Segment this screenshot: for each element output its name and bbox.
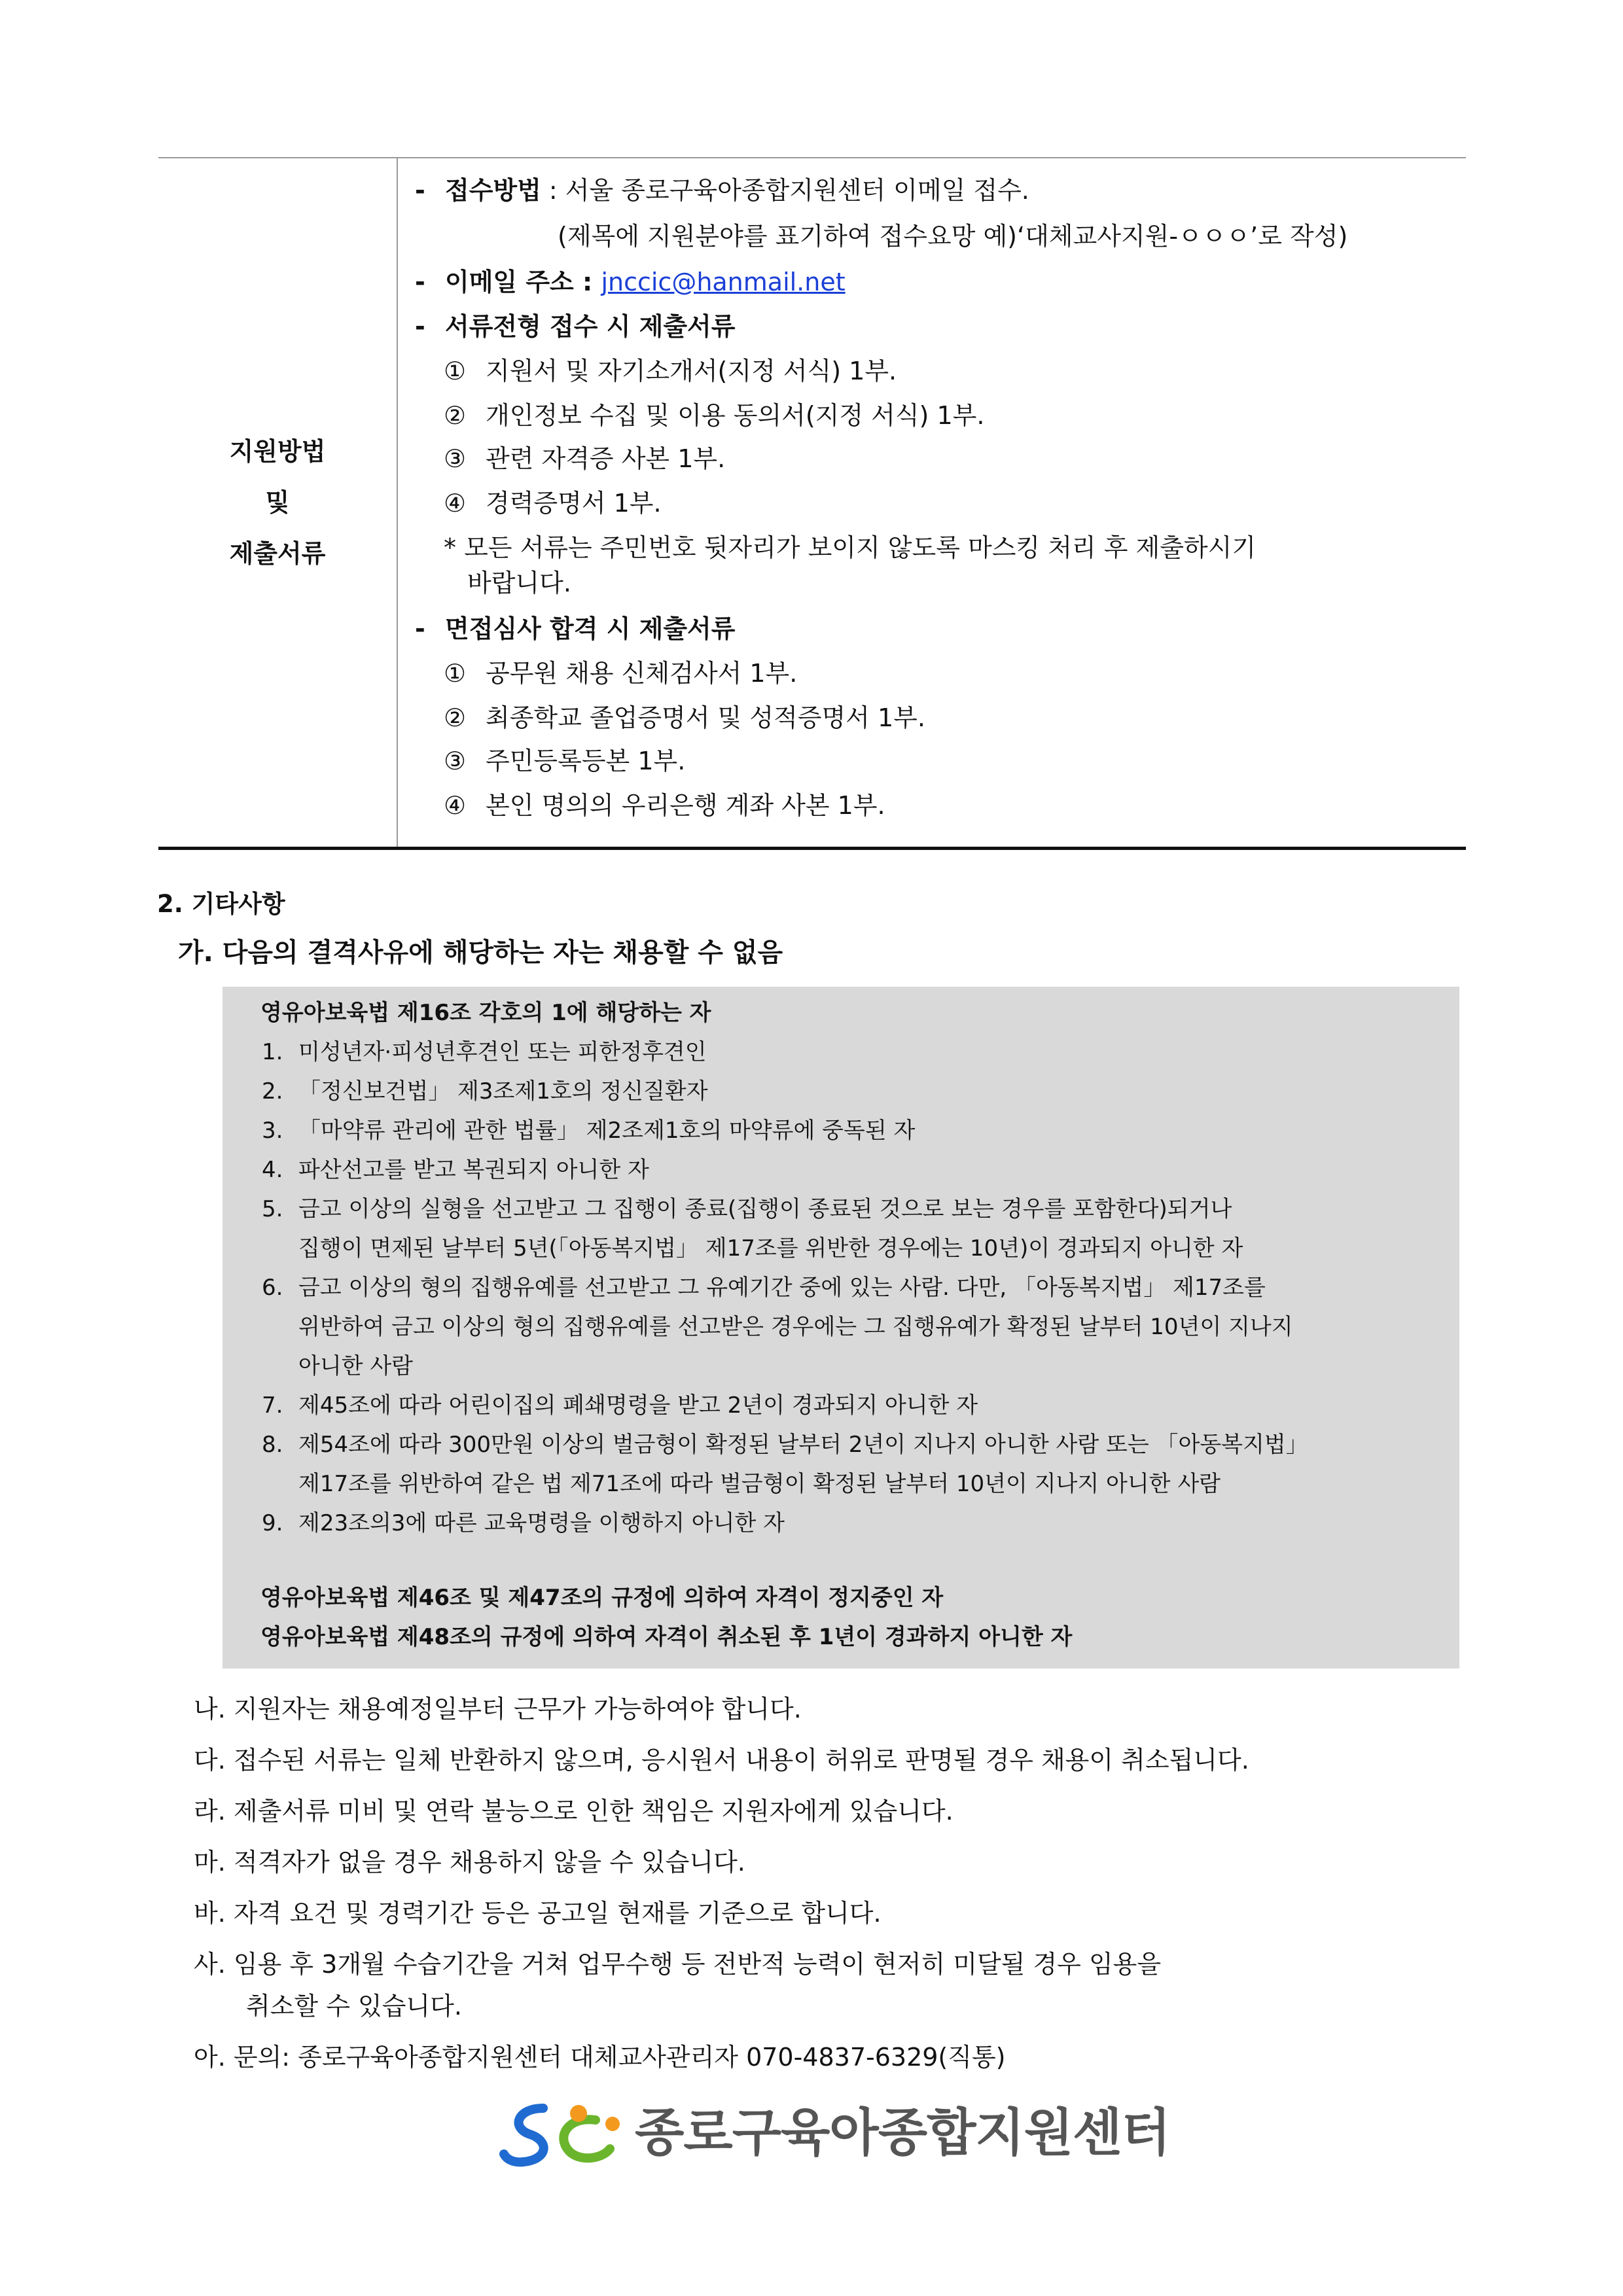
box-bottom-line-2: 영유아보육법 제48조의 규정에 의하여 자격이 취소된 후 1년이 경과하지 아니한 자 <box>260 1624 1073 1650</box>
item-text: 지원서 및 자기소개서(지정 서식) 1부. <box>486 357 897 385</box>
line-text: 제54조에 따라 300만원 이상의 벌금형이 확정된 날부터 2년이 지나지 아니한 사람 또는 「아동복지법」 <box>298 1432 1308 1458</box>
item-text: 경력증명서 1부. <box>486 489 662 518</box>
line-text: 「정신보건법」 제3조제1호의 정신질환자 <box>298 1078 708 1104</box>
document-item <box>444 487 662 520</box>
line-number: 8. <box>262 1432 283 1458</box>
line-text: 미성년자·피성년후견인 또는 피한정후견인 <box>298 1039 707 1065</box>
receipt-method-note: (제목에 지원분야를 표기하여 접수요망 예)‘대체교사지원-ㅇㅇㅇ’로 작성) <box>558 222 1348 251</box>
masking-note-line-1: * 모든 서류는 주민번호 뒷자리가 보이지 않도록 마스킹 처리 후 제출하시기 <box>444 533 1257 562</box>
line-text: 파산선고를 받고 복권되지 아니한 자 <box>298 1157 649 1183</box>
note-item: 라. 제출서류 미비 및 연락 불능으로 인한 책임은 지원자에게 있습니다. <box>194 1797 954 1826</box>
table-content-cell <box>398 158 1466 847</box>
interview-item <box>444 789 885 822</box>
bullet-dash: - <box>415 268 425 296</box>
email-link[interactable]: jnccic@hanmail.net <box>601 268 846 296</box>
box-line <box>262 1429 1308 1460</box>
line-text: 집행이 면제된 날부터 5년(「아동복지법」 제17조를 위반한 경우에는 10년)이 경과되지 아니한 자 <box>298 1235 1243 1262</box>
note-item: 아. 문의: 종로구육아종합지원센터 대체교사관리자 070-4837-6329(직통) <box>194 2043 1006 2072</box>
box-line <box>262 1468 1221 1500</box>
receipt-method-line <box>415 174 1029 207</box>
line-number: 4. <box>262 1157 283 1183</box>
table-label-line-2: 및 <box>265 488 290 517</box>
document-item <box>444 399 984 432</box>
line-text: 제17조를 위반하여 같은 법 제71조에 따라 벌금형이 확정된 날부터 10년이 지나지 아니한 사람 <box>298 1471 1221 1497</box>
document-item <box>444 355 897 387</box>
line-number: 1. <box>262 1039 283 1065</box>
table-label-cell <box>158 158 398 847</box>
interview-item <box>444 745 685 777</box>
item-number: ③ <box>444 747 467 775</box>
item-text: 관련 자격증 사본 1부. <box>486 444 726 473</box>
box-line <box>262 1390 978 1421</box>
line-text: 금고 이상의 형의 집행유예를 선고받고 그 유예기간 중에 있는 사람. 다만, 「아동복지법」 제17조를 <box>298 1275 1266 1301</box>
line-number: 9. <box>262 1510 283 1536</box>
masking-note-line-2: 바랍니다. <box>467 569 571 597</box>
line-number: 3. <box>262 1118 283 1144</box>
email-line <box>415 266 846 298</box>
interview-heading <box>415 612 735 645</box>
note-item: 다. 접수된 서류는 일체 반환하지 않으며, 응시원서 내용이 허위로 판명될 경우 채용이 취소됩니다. <box>194 1746 1249 1775</box>
disqualification-box <box>223 987 1459 1669</box>
item-text: 주민등록등본 1부. <box>486 747 686 775</box>
box-bottom-line-1: 영유아보육법 제46조 및 제47조의 규정에 의하여 자격이 정지중인 자 <box>260 1585 944 1611</box>
line-text: 위반하여 금고 이상의 형의 집행유예를 선고받은 경우에는 그 집행유예가 확정된 날부터 10년이 지나지 <box>298 1314 1293 1340</box>
note-item-continuation: 취소할 수 있습니다. <box>246 1992 462 2021</box>
line-number: 5. <box>262 1196 283 1222</box>
line-text: 금고 이상의 실형을 선고받고 그 집행이 종료(집행이 종료된 것으로 보는 경우를 포함한다)되거나 <box>298 1196 1232 1222</box>
box-line <box>262 1076 708 1107</box>
line-text: 제45조에 따라 어린이집의 폐쇄명령을 받고 2년이 경과되지 아니한 자 <box>298 1392 978 1419</box>
bullet-dash: - <box>415 312 425 341</box>
document-screening-title: 서류전형 접수 시 제출서류 <box>445 312 736 341</box>
item-text: 공무원 채용 신체검사서 1부. <box>486 659 798 688</box>
line-text: 「마약류 관리에 관한 법률」 제2조제1호의 마약류에 중독된 자 <box>298 1118 916 1144</box>
note-item: 사. 임용 후 3개월 수습기간을 거쳐 업무수행 등 전반적 능력이 현저히 미달될 경우 임용을 <box>194 1950 1162 1979</box>
interview-item <box>444 657 797 690</box>
box-line <box>262 1272 1266 1303</box>
line-number: 2. <box>262 1078 283 1104</box>
receipt-method-text: : 서울 종로구육아종합지원센터 이메일 접수. <box>541 176 1029 205</box>
table-label-line-1: 지원방법 <box>229 437 326 466</box>
table-label-line-3: 제출서류 <box>229 539 326 568</box>
box-line <box>262 1193 1232 1225</box>
line-text: 제23조의3에 따른 교육명령을 이행하지 아니한 자 <box>298 1510 785 1536</box>
box-title: 영유아보육법 제16조 각호의 1에 해당하는 자 <box>260 1000 711 1026</box>
interview-item <box>444 701 925 734</box>
logo-text: 종로구육아종합지원센터 <box>635 2104 1170 2163</box>
email-title: 이메일 주소 : <box>445 268 601 296</box>
document-screening-heading <box>415 310 735 343</box>
box-line <box>262 1115 915 1146</box>
receipt-method-title: 접수방법 <box>445 176 541 205</box>
interview-title: 면접심사 합격 시 제출서류 <box>445 614 736 643</box>
item-number: ② <box>444 401 467 430</box>
section-heading: 2. 기타사항 <box>157 890 285 918</box>
center-logo <box>497 2094 1170 2172</box>
item-number: ① <box>444 659 467 688</box>
bullet-dash: - <box>415 176 425 205</box>
box-line <box>262 1233 1243 1264</box>
item-number: ③ <box>444 444 467 473</box>
document-item <box>444 442 725 475</box>
box-line <box>262 1154 649 1186</box>
note-item: 마. 적격자가 없을 경우 채용하지 않을 수 있습니다. <box>194 1848 745 1877</box>
note-item: 나. 지원자는 채용예정일부터 근무가 가능하여야 합니다. <box>194 1695 802 1723</box>
item-text: 개인정보 수집 및 이용 동의서(지정 서식) 1부. <box>486 401 985 430</box>
item-number: ④ <box>444 791 467 820</box>
line-number: 6. <box>262 1275 283 1301</box>
note-item: 바. 자격 요건 및 경력기간 등은 공고일 현재를 기준으로 합니다. <box>194 1899 882 1928</box>
box-line <box>262 1036 707 1068</box>
box-line <box>262 1311 1293 1343</box>
bullet-dash: - <box>415 614 425 643</box>
item-text: 최종학교 졸업증명서 및 성적증명서 1부. <box>486 703 925 732</box>
logo-mark-icon <box>497 2094 628 2172</box>
item-text: 본인 명의의 우리은행 계좌 사본 1부. <box>486 791 885 820</box>
item-number: ④ <box>444 489 467 518</box>
section-subheading: 가. 다음의 결격사유에 해당하는 자는 채용할 수 없음 <box>178 938 783 968</box>
box-line <box>262 1351 413 1382</box>
item-number: ① <box>444 357 467 385</box>
application-method-table <box>158 157 1466 850</box>
line-text: 아니한 사람 <box>298 1353 414 1379</box>
box-line <box>262 1508 785 1539</box>
line-number: 7. <box>262 1392 283 1419</box>
item-number: ② <box>444 703 467 732</box>
